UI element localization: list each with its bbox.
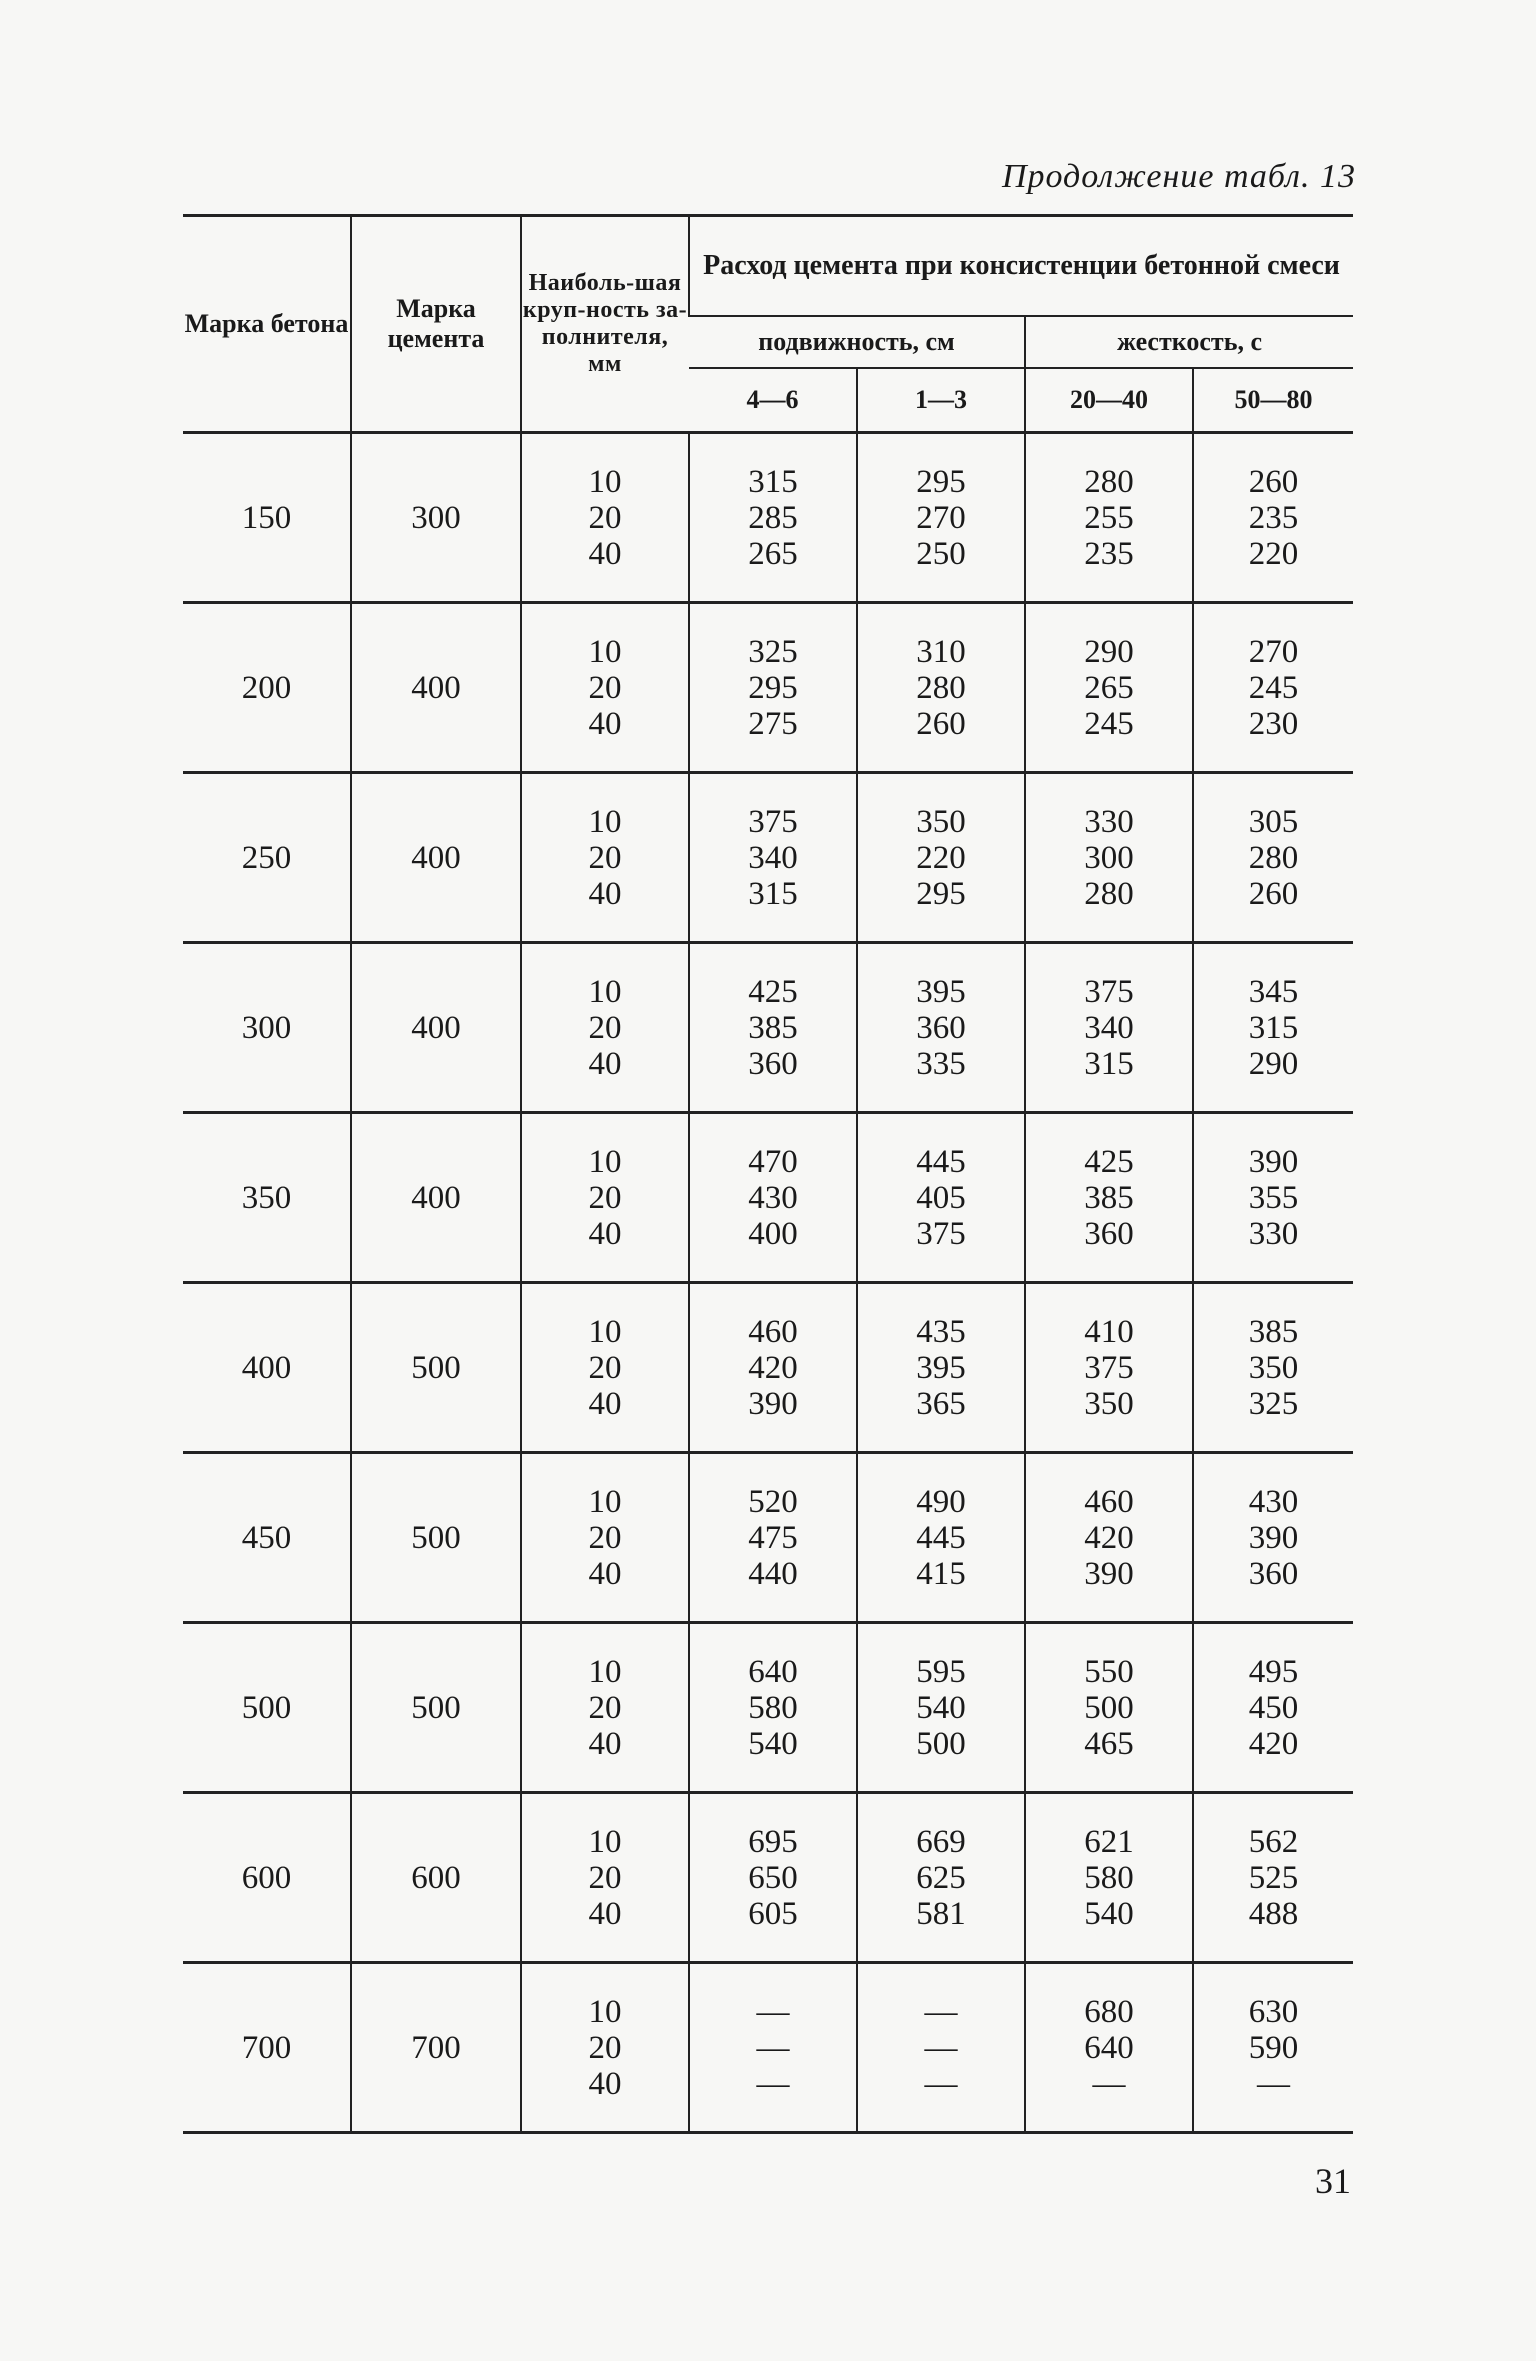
header-sub-20-40: 20—40 (1025, 368, 1193, 433)
value: 265 (1084, 669, 1134, 706)
value: 415 (916, 1555, 966, 1592)
mobility-4-6-cell (689, 1453, 857, 1623)
value: 325 (748, 633, 798, 670)
value: 315 (748, 875, 798, 912)
value: 460 (748, 1313, 798, 1350)
value: 385 (1248, 1313, 1299, 1350)
value: 260 (916, 705, 966, 742)
value: 375 (1084, 973, 1134, 1010)
mobility-1-3-cell (857, 1283, 1025, 1453)
value: 20 (588, 1349, 622, 1386)
value: 470 (748, 1143, 798, 1180)
concrete-grade-cell: 600 (183, 1793, 351, 1963)
aggregate-size-cell (521, 1623, 689, 1793)
value: 280 (1248, 839, 1299, 876)
table-body (183, 433, 1353, 2133)
value: 330 (1248, 1215, 1299, 1252)
value: 315 (1084, 1045, 1134, 1082)
concrete-grade-cell: 400 (183, 1283, 351, 1453)
value: 40 (588, 1385, 622, 1422)
value: 360 (748, 1045, 798, 1082)
value: 550 (1084, 1653, 1134, 1690)
value: 540 (748, 1725, 798, 1762)
value: 280 (1084, 875, 1134, 912)
value: 300 (1084, 839, 1134, 876)
table-row (183, 1623, 1353, 1793)
value: 40 (588, 535, 622, 572)
value: 310 (916, 633, 966, 670)
value: 420 (1084, 1519, 1134, 1556)
value: 425 (1084, 1143, 1134, 1180)
table-row (183, 943, 1353, 1113)
value: 450 (1248, 1689, 1299, 1726)
value: 350 (1084, 1385, 1134, 1422)
value: 640 (748, 1653, 798, 1690)
stiffness-50-80-cell (1193, 1623, 1353, 1793)
concrete-grade-cell: 350 (183, 1113, 351, 1283)
value: 230 (1248, 705, 1299, 742)
stiffness-50-80-cell (1193, 1283, 1353, 1453)
concrete-grade-cell: 300 (183, 943, 351, 1113)
value: 315 (1248, 1009, 1299, 1046)
value: 20 (588, 1519, 622, 1556)
value: 630 (1248, 1993, 1299, 2030)
value: 270 (1248, 633, 1299, 670)
value: 40 (588, 1555, 622, 1592)
value: 390 (1084, 1555, 1134, 1592)
mobility-1-3-cell (857, 433, 1025, 603)
value: 680 (1084, 1993, 1134, 2030)
value: 420 (748, 1349, 798, 1386)
value: 400 (748, 1215, 798, 1252)
concrete-grade-cell: 200 (183, 603, 351, 773)
mobility-4-6-cell (689, 1623, 857, 1793)
stiffness-20-40-cell (1025, 773, 1193, 943)
value: 40 (588, 705, 622, 742)
value: 295 (916, 875, 966, 912)
value: 525 (1248, 1859, 1299, 1896)
value: 20 (588, 839, 622, 876)
value: 375 (1084, 1349, 1134, 1386)
value: 290 (1248, 1045, 1299, 1082)
table-row (183, 1963, 1353, 2133)
cement-consumption-table (183, 214, 1353, 2134)
aggregate-size-cell (521, 603, 689, 773)
value: 395 (916, 1349, 966, 1386)
value: 385 (748, 1009, 798, 1046)
value: 40 (588, 1895, 622, 1932)
value: 621 (1084, 1823, 1134, 1860)
value: 250 (916, 535, 966, 572)
header-aggregate-size: Наиболь-шая круп-ность за-полнителя, мм (521, 216, 689, 433)
value: 270 (916, 499, 966, 536)
cement-grade-cell: 400 (351, 773, 521, 943)
value: 465 (1084, 1725, 1134, 1762)
value: 425 (748, 973, 798, 1010)
value: 520 (748, 1483, 798, 1520)
value: 20 (588, 1859, 622, 1896)
value: 420 (1248, 1725, 1299, 1762)
aggregate-size-cell (521, 943, 689, 1113)
cement-grade-cell: 400 (351, 1113, 521, 1283)
mobility-1-3-cell (857, 1113, 1025, 1283)
value: 540 (1084, 1895, 1134, 1932)
cement-grade-cell: 300 (351, 433, 521, 603)
value: 255 (1084, 499, 1134, 536)
aggregate-size-cell (521, 433, 689, 603)
value: 355 (1248, 1179, 1299, 1216)
table-row (183, 1113, 1353, 1283)
value: 10 (588, 1483, 622, 1520)
value: 350 (916, 803, 966, 840)
value: 220 (1248, 535, 1299, 572)
value: 10 (588, 1313, 622, 1350)
value: 390 (1248, 1143, 1299, 1180)
concrete-grade-cell: 150 (183, 433, 351, 603)
stiffness-20-40-cell (1025, 603, 1193, 773)
value: 40 (588, 1725, 622, 1762)
page-number: 31 (1315, 2161, 1351, 2201)
cement-grade-cell: 700 (351, 1963, 521, 2133)
stiffness-50-80-cell (1193, 1113, 1353, 1283)
value: 330 (1084, 803, 1134, 840)
value: 390 (1248, 1519, 1299, 1556)
value: 260 (1248, 875, 1299, 912)
value: 430 (748, 1179, 798, 1216)
stiffness-50-80-cell (1193, 603, 1353, 773)
value: 10 (588, 633, 622, 670)
value: 245 (1248, 669, 1299, 706)
value: — (756, 2029, 790, 2066)
value: 280 (1084, 463, 1134, 500)
value: — (1092, 2065, 1126, 2102)
value: 440 (748, 1555, 798, 1592)
value: 640 (1084, 2029, 1134, 2066)
mobility-4-6-cell (689, 433, 857, 603)
value: 540 (916, 1689, 966, 1726)
aggregate-size-cell (521, 773, 689, 943)
stiffness-50-80-cell (1193, 1453, 1353, 1623)
value: 290 (1084, 633, 1134, 670)
value: 20 (588, 499, 622, 536)
value: 295 (748, 669, 798, 706)
header-mobility: подвижность, см (689, 316, 1025, 368)
table-row (183, 1453, 1353, 1623)
value: 495 (1248, 1653, 1299, 1690)
table-row (183, 433, 1353, 603)
value: 10 (588, 463, 622, 500)
mobility-4-6-cell (689, 1113, 857, 1283)
value: — (924, 1993, 958, 2030)
value: 360 (1084, 1215, 1134, 1252)
cement-grade-cell: 400 (351, 943, 521, 1113)
value: 10 (588, 973, 622, 1010)
value: 580 (748, 1689, 798, 1726)
value: — (924, 2065, 958, 2102)
value: 650 (748, 1859, 798, 1896)
concrete-grade-cell: 700 (183, 1963, 351, 2133)
mobility-1-3-cell (857, 773, 1025, 943)
stiffness-20-40-cell (1025, 943, 1193, 1113)
value: 305 (1248, 803, 1299, 840)
header-concrete-grade: Марка бетона (183, 216, 351, 433)
value: 695 (748, 1823, 798, 1860)
header-sub-50-80: 50—80 (1193, 368, 1353, 433)
mobility-1-3-cell (857, 1623, 1025, 1793)
table-row (183, 1283, 1353, 1453)
stiffness-20-40-cell (1025, 1453, 1193, 1623)
table-row (183, 773, 1353, 943)
mobility-4-6-cell (689, 773, 857, 943)
value: 235 (1248, 499, 1299, 536)
value: 395 (916, 973, 966, 1010)
mobility-1-3-cell (857, 603, 1025, 773)
value: 340 (748, 839, 798, 876)
value: 500 (1084, 1689, 1134, 1726)
value: 490 (916, 1483, 966, 1520)
value: 360 (916, 1009, 966, 1046)
header-cement-grade: Марка цемента (351, 216, 521, 433)
cement-grade-cell: 500 (351, 1453, 521, 1623)
value: 562 (1248, 1823, 1299, 1860)
value: — (756, 2065, 790, 2102)
value: 20 (588, 1689, 622, 1726)
mobility-4-6-cell (689, 603, 857, 773)
stiffness-50-80-cell (1193, 943, 1353, 1113)
mobility-4-6-cell (689, 943, 857, 1113)
value: 10 (588, 1143, 622, 1180)
value: 500 (916, 1725, 966, 1762)
value: 375 (916, 1215, 966, 1252)
value: 410 (1084, 1313, 1134, 1350)
value: 460 (1084, 1483, 1134, 1520)
value: 40 (588, 1045, 622, 1082)
value: 405 (916, 1179, 966, 1216)
aggregate-size-cell (521, 1283, 689, 1453)
value: 475 (748, 1519, 798, 1556)
aggregate-size-cell (521, 1793, 689, 1963)
value: 295 (916, 463, 966, 500)
aggregate-size-cell (521, 1963, 689, 2133)
value: 365 (916, 1385, 966, 1422)
value: 10 (588, 1993, 622, 2030)
value: 280 (916, 669, 966, 706)
value: 10 (588, 1823, 622, 1860)
value: 385 (1084, 1179, 1134, 1216)
value: 40 (588, 2065, 622, 2102)
value: 445 (916, 1519, 966, 1556)
value: — (1257, 2065, 1291, 2102)
value: 345 (1248, 973, 1299, 1010)
value: 325 (1248, 1385, 1299, 1422)
concrete-grade-cell: 250 (183, 773, 351, 943)
value: 430 (1248, 1483, 1299, 1520)
value: 20 (588, 669, 622, 706)
stiffness-20-40-cell (1025, 1283, 1193, 1453)
stiffness-50-80-cell (1193, 1793, 1353, 1963)
value: 335 (916, 1045, 966, 1082)
mobility-1-3-cell (857, 1963, 1025, 2133)
table-row (183, 1793, 1353, 1963)
aggregate-size-cell (521, 1453, 689, 1623)
mobility-4-6-cell (689, 1283, 857, 1453)
value: — (924, 2029, 958, 2066)
value: 40 (588, 875, 622, 912)
cement-grade-cell: 600 (351, 1793, 521, 1963)
value: 20 (588, 1179, 622, 1216)
mobility-4-6-cell (689, 1963, 857, 2133)
value: 260 (1248, 463, 1299, 500)
value: 595 (916, 1653, 966, 1690)
value: 220 (916, 839, 966, 876)
value: 375 (748, 803, 798, 840)
mobility-4-6-cell (689, 1793, 857, 1963)
header-sub-4-6: 4—6 (746, 385, 799, 414)
header-stiffness: жесткость, с (1025, 316, 1353, 368)
value: 488 (1248, 1895, 1299, 1932)
value: 625 (916, 1859, 966, 1896)
header-sub-1-3: 1—3 (857, 368, 1025, 433)
stiffness-20-40-cell (1025, 1963, 1193, 2133)
value: 605 (748, 1895, 798, 1932)
value: 10 (588, 803, 622, 840)
value: 245 (1084, 705, 1134, 742)
cement-grade-cell: 500 (351, 1283, 521, 1453)
mobility-1-3-cell (857, 1453, 1025, 1623)
value: 40 (588, 1215, 622, 1252)
table-caption: Продолжение табл. 13 (1001, 158, 1356, 195)
value: 340 (1084, 1009, 1134, 1046)
stiffness-20-40-cell (1025, 1113, 1193, 1283)
value: 580 (1084, 1859, 1134, 1896)
mobility-1-3-cell (857, 1793, 1025, 1963)
stiffness-50-80-cell (1193, 773, 1353, 943)
stiffness-20-40-cell (1025, 1623, 1193, 1793)
cement-grade-cell: 400 (351, 603, 521, 773)
value: — (756, 1993, 790, 2030)
mobility-1-3-cell (857, 943, 1025, 1113)
value: 275 (748, 705, 798, 742)
aggregate-size-cell (521, 1113, 689, 1283)
value: 590 (1248, 2029, 1299, 2066)
value: 350 (1248, 1349, 1299, 1386)
value: 235 (1084, 535, 1134, 572)
value: 315 (748, 463, 798, 500)
value: 20 (588, 1009, 622, 1046)
stiffness-20-40-cell (1025, 433, 1193, 603)
value: 20 (588, 2029, 622, 2066)
value: 581 (916, 1895, 966, 1932)
table-row (183, 603, 1353, 773)
stiffness-50-80-cell (1193, 433, 1353, 603)
value: 669 (916, 1823, 966, 1860)
header-cement-consumption: Расход цемента при консистенции бетонной смеси (689, 216, 1353, 317)
concrete-grade-cell: 450 (183, 1453, 351, 1623)
value: 360 (1248, 1555, 1299, 1592)
stiffness-50-80-cell (1193, 1963, 1353, 2133)
table-header (183, 216, 1353, 433)
value: 285 (748, 499, 798, 536)
stiffness-20-40-cell (1025, 1793, 1193, 1963)
value: 10 (588, 1653, 622, 1690)
value: 435 (916, 1313, 966, 1350)
value: 390 (748, 1385, 798, 1422)
value: 445 (916, 1143, 966, 1180)
concrete-grade-cell: 500 (183, 1623, 351, 1793)
cement-grade-cell: 500 (351, 1623, 521, 1793)
value: 265 (748, 535, 798, 572)
